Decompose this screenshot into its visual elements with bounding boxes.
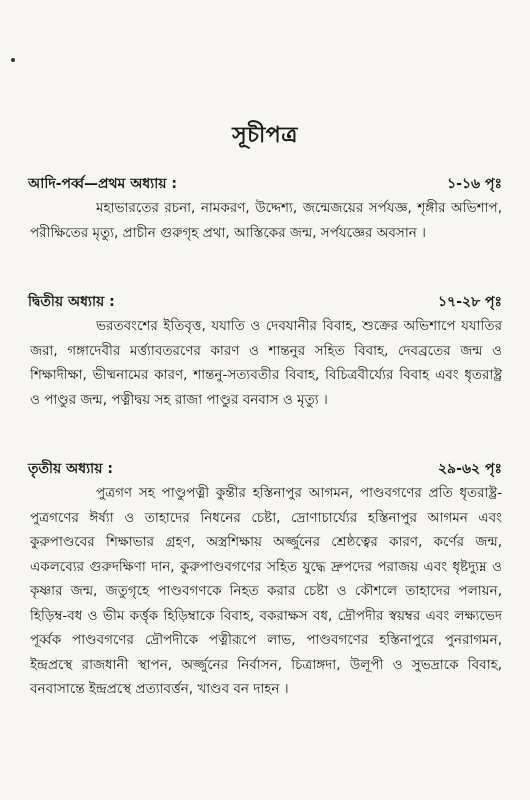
page-title: সূচীপত্র (232, 123, 298, 148)
section-heading-row (28, 457, 502, 479)
contents-section-1 (28, 172, 502, 245)
page-range: ২৯-৬২ পৃঃ (437, 461, 502, 477)
section-summary: ভরতবংশের ইতিবৃত্ত, যযাতি ও দেবযানীর বিবাহ, শুক্রের অভিশাপে যযাতির জরা, গঙ্গাদেবীর মর্ত্ত্যাবতরণের কারণ ও শান্তনুর সহিত বিবাহ, দেবব্রতের জন্ম ও শিক্ষাদীক্ষা, ভীষ্মনামের কারণ, শান্তনু-সত্যবতীর বিবাহ, বিচিত্রবীর্য্যের বিবাহ এবং ধৃতরাষ্ট্র ও পাণ্ডুর জন্ম, পত্নীদ্বয় সহ রাজা পাণ্ডুর বনবাস ও মৃত্যু । (30, 318, 502, 408)
section-heading-row (28, 290, 502, 312)
contents-section-2 (28, 290, 502, 412)
section-heading: আদি-পর্ব্ব—প্রথম অধ্যায় : (28, 176, 178, 192)
section-heading: দ্বিতীয় অধ্যায় : (28, 294, 115, 310)
section-summary: মহাভারতের রচনা, নামকরণ, উদ্দেশ্য, জন্মেজয়ের সর্পযজ্ঞ, শৃঙ্গীর অভিশাপ, পরীক্ষিতের মৃত্যু, প্রাচীন গুরুগৃহ প্রথা, আস্তিকের জন্ম, সর্পযজ্ঞের অবসান । (30, 200, 502, 241)
page-range: ১-১৬ পৃঃ (447, 176, 502, 192)
print-speck (11, 58, 15, 62)
section-summary: পুত্রগণ সহ পাণ্ডুপত্নী কুন্তীর হস্তিনাপুর আগমন, পাণ্ডবগণের প্রতি ধৃতরাষ্ট্র-পুত্রগণের ঈর্ষ্যা ও তাহাদের নিধনের চেষ্টা, দ্রোণাচার্য্যের হস্তিনাপুর আগমন এবং কুরুপাণ্ডবের শিক্ষাভার গ্রহণ, অস্ত্রশিক্ষায় অর্জ্জুনের শ্রেষ্ঠত্বের কারণ, কর্ণের জন্ম, একলব্যের গুরুদক্ষিণা দান, কুরুপাণ্ডবগণের সহিত যুদ্ধে দ্রুপদের পরাজয় এবং ধৃষ্টদ্যুম্ন ও কৃষ্ণার জন্ম, জতুগৃহে পাণ্ডবগণকে নিহত করার চেষ্টা ও কৌশলে তাহাদের পলায়ন, হিড়িম্ব-বধ ও ভীম কর্ত্তৃক হিড়িম্বাকে বিবাহ, বকরাক্ষস বধ, দ্রৌপদীর স্বয়ম্বর এবং লক্ষ্যভেদ পূর্ব্বক পাণ্ডবগণের দ্রৌপদীকে পত্নীরূপে লাভ, পাণ্ডবগণের হস্তিনাপুরে পুনরাগমন, ইন্দ্রপ্রস্থে রাজধানী স্থাপন, অর্জ্জুনের নির্বাসন, চিত্রাঙ্গদা, উলূপী ও সুভদ্রাকে বিবাহ, বনবাসান্তে ইন্দ্রপ্রস্থে প্রত্যাবর্ত্তন, খাণ্ডব বন দাহন । (30, 485, 502, 697)
page-range: ১৭-২৮ পৃঃ (437, 294, 502, 310)
contents-section-3 (28, 457, 502, 702)
section-heading: তৃতীয় অধ্যায় : (28, 461, 113, 477)
section-heading-row (28, 172, 502, 194)
